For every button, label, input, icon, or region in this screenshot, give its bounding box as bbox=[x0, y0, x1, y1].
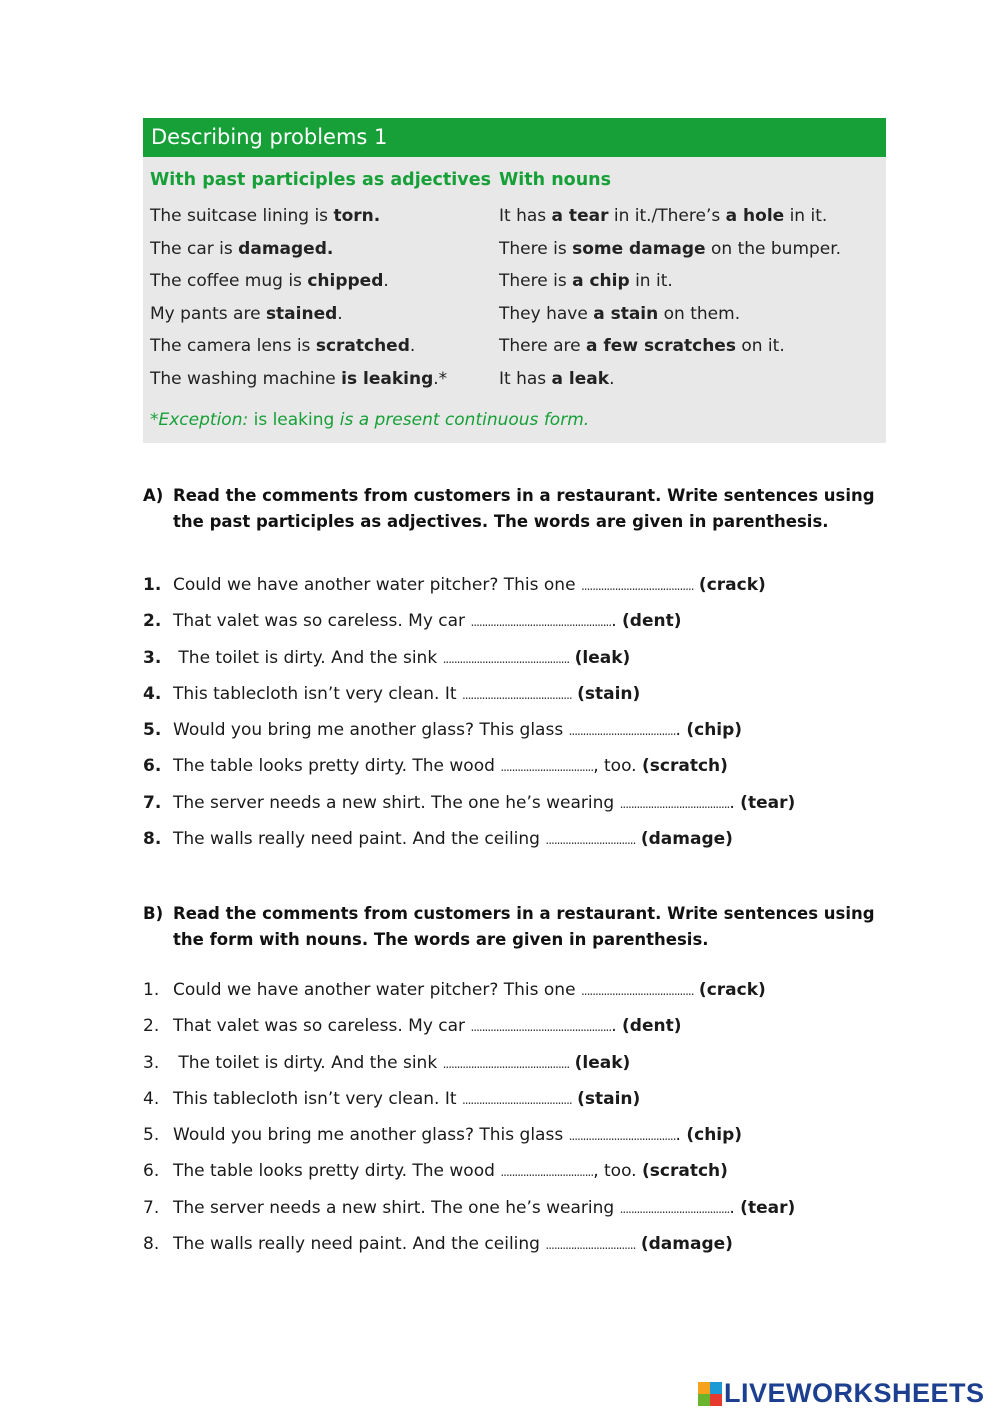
liveworksheets-logo bbox=[698, 1378, 985, 1409]
exercise-item: 5. Would you bring me another glass? This glass ....................................... (chip) bbox=[143, 1125, 743, 1146]
section-b-label: B) bbox=[143, 904, 164, 923]
brand-text: LIVEWORKSHEETS bbox=[724, 1378, 985, 1408]
exercise-item: 7. The server needs a new shirt. The one he’s wearing ........................................ (tear) bbox=[143, 792, 796, 813]
answer-blank[interactable]: ....................................... bbox=[461, 1092, 572, 1107]
exercise-item: 6. The table looks pretty dirty. The wood ................................., too. (scratch) bbox=[143, 756, 728, 777]
example-row: There are a few scratches on it. bbox=[499, 336, 785, 357]
section-a-instructions: A) Read the comments from customers in a restaurant. Write sentences using the past participles as adjectives. The words are given in parenthesis. bbox=[143, 483, 875, 535]
answer-blank[interactable]: ................................. bbox=[500, 1165, 594, 1180]
participles-column bbox=[150, 170, 491, 402]
answer-blank[interactable]: ................................ bbox=[545, 833, 636, 848]
exercise-item: 3. The toilet is dirty. And the sink ............................................. (leak) bbox=[143, 1052, 631, 1073]
answer-blank[interactable]: ....................................... bbox=[619, 796, 730, 811]
exercise-item: 1. Could we have another water pitcher? This one ........................................ (crack) bbox=[143, 575, 766, 595]
exception-note: *Exception: is leaking is a present continuous form. bbox=[150, 410, 590, 430]
example-row: My pants are stained. bbox=[150, 303, 343, 324]
exercise-item: 1. Could we have another water pitcher? This one ........................................ (crack) bbox=[143, 980, 766, 1000]
exercise-item: 2. That valet was so careless. My car ................................................... (dent) bbox=[143, 611, 682, 632]
answer-blank[interactable]: ............................................. bbox=[442, 651, 570, 666]
section-b-instructions: B) Read the comments from customers in a restaurant. Write sentences using the form with nouns. The words are given in parenthesis. bbox=[143, 901, 875, 953]
example-row: It has a leak. bbox=[499, 368, 615, 389]
exercise-item: 3. The toilet is dirty. And the sink ............................................. (leak) bbox=[143, 647, 631, 668]
example-row: The suitcase lining is torn. bbox=[150, 206, 381, 226]
answer-blank[interactable]: ............................................. bbox=[442, 1056, 570, 1071]
answer-blank[interactable]: ................................ bbox=[545, 1238, 636, 1253]
exercise-item: 7. The server needs a new shirt. The one he’s wearing ........................................ (tear) bbox=[143, 1197, 796, 1218]
liveworksheets-logo-icon bbox=[698, 1382, 722, 1406]
example-row: The camera lens is scratched. bbox=[150, 336, 416, 357]
answer-blank[interactable]: ................................. bbox=[500, 760, 594, 775]
example-row: The coffee mug is chipped. bbox=[150, 271, 389, 292]
answer-blank[interactable]: .................................................. bbox=[470, 615, 612, 630]
nouns-column-title: With nouns bbox=[499, 170, 612, 190]
nouns-column bbox=[499, 170, 841, 402]
example-row: It has a tear in it./There’s a hole in it. bbox=[499, 206, 828, 226]
example-row: The washing machine is leaking.* bbox=[150, 368, 448, 389]
participles-column-title: With past participles as adjectives bbox=[150, 170, 491, 190]
answer-blank[interactable]: ........................................ bbox=[580, 984, 694, 998]
box-title: Describing problems 1 bbox=[143, 118, 886, 157]
exercise-item: 2. That valet was so careless. My car ................................................... (dent) bbox=[143, 1016, 682, 1037]
answer-blank[interactable]: ...................................... bbox=[568, 1129, 676, 1144]
exercise-item: 4. This tablecloth isn’t very clean. It ....................................... (stain) bbox=[143, 683, 641, 704]
example-row: There is some damage on the bumper. bbox=[499, 238, 842, 259]
exercise-item: 8. The walls really need paint. And the ceiling ................................ (damage) bbox=[143, 1234, 733, 1255]
answer-blank[interactable]: ....................................... bbox=[461, 687, 572, 702]
answer-blank[interactable]: ....................................... bbox=[619, 1201, 730, 1216]
exercise-item: 8. The walls really need paint. And the ceiling ................................ (damage) bbox=[143, 829, 733, 850]
example-row: They have a stain on them. bbox=[499, 303, 741, 324]
section-a-items bbox=[143, 575, 795, 865]
grammar-box bbox=[143, 118, 886, 443]
section-b-items bbox=[143, 980, 795, 1270]
answer-blank[interactable]: ........................................ bbox=[580, 579, 694, 593]
section-a-label: A) bbox=[143, 486, 164, 505]
example-row: The car is damaged. bbox=[150, 238, 334, 259]
answer-blank[interactable]: .................................................. bbox=[470, 1020, 612, 1035]
exercise-item: 5. Would you bring me another glass? This glass ....................................... (chip) bbox=[143, 720, 743, 741]
exercise-item: 6. The table looks pretty dirty. The wood ................................., too. (scratch) bbox=[143, 1161, 728, 1182]
example-row: There is a chip in it. bbox=[499, 271, 673, 292]
exercise-item: 4. This tablecloth isn’t very clean. It ....................................... (stain) bbox=[143, 1088, 641, 1109]
answer-blank[interactable]: ...................................... bbox=[568, 724, 676, 739]
